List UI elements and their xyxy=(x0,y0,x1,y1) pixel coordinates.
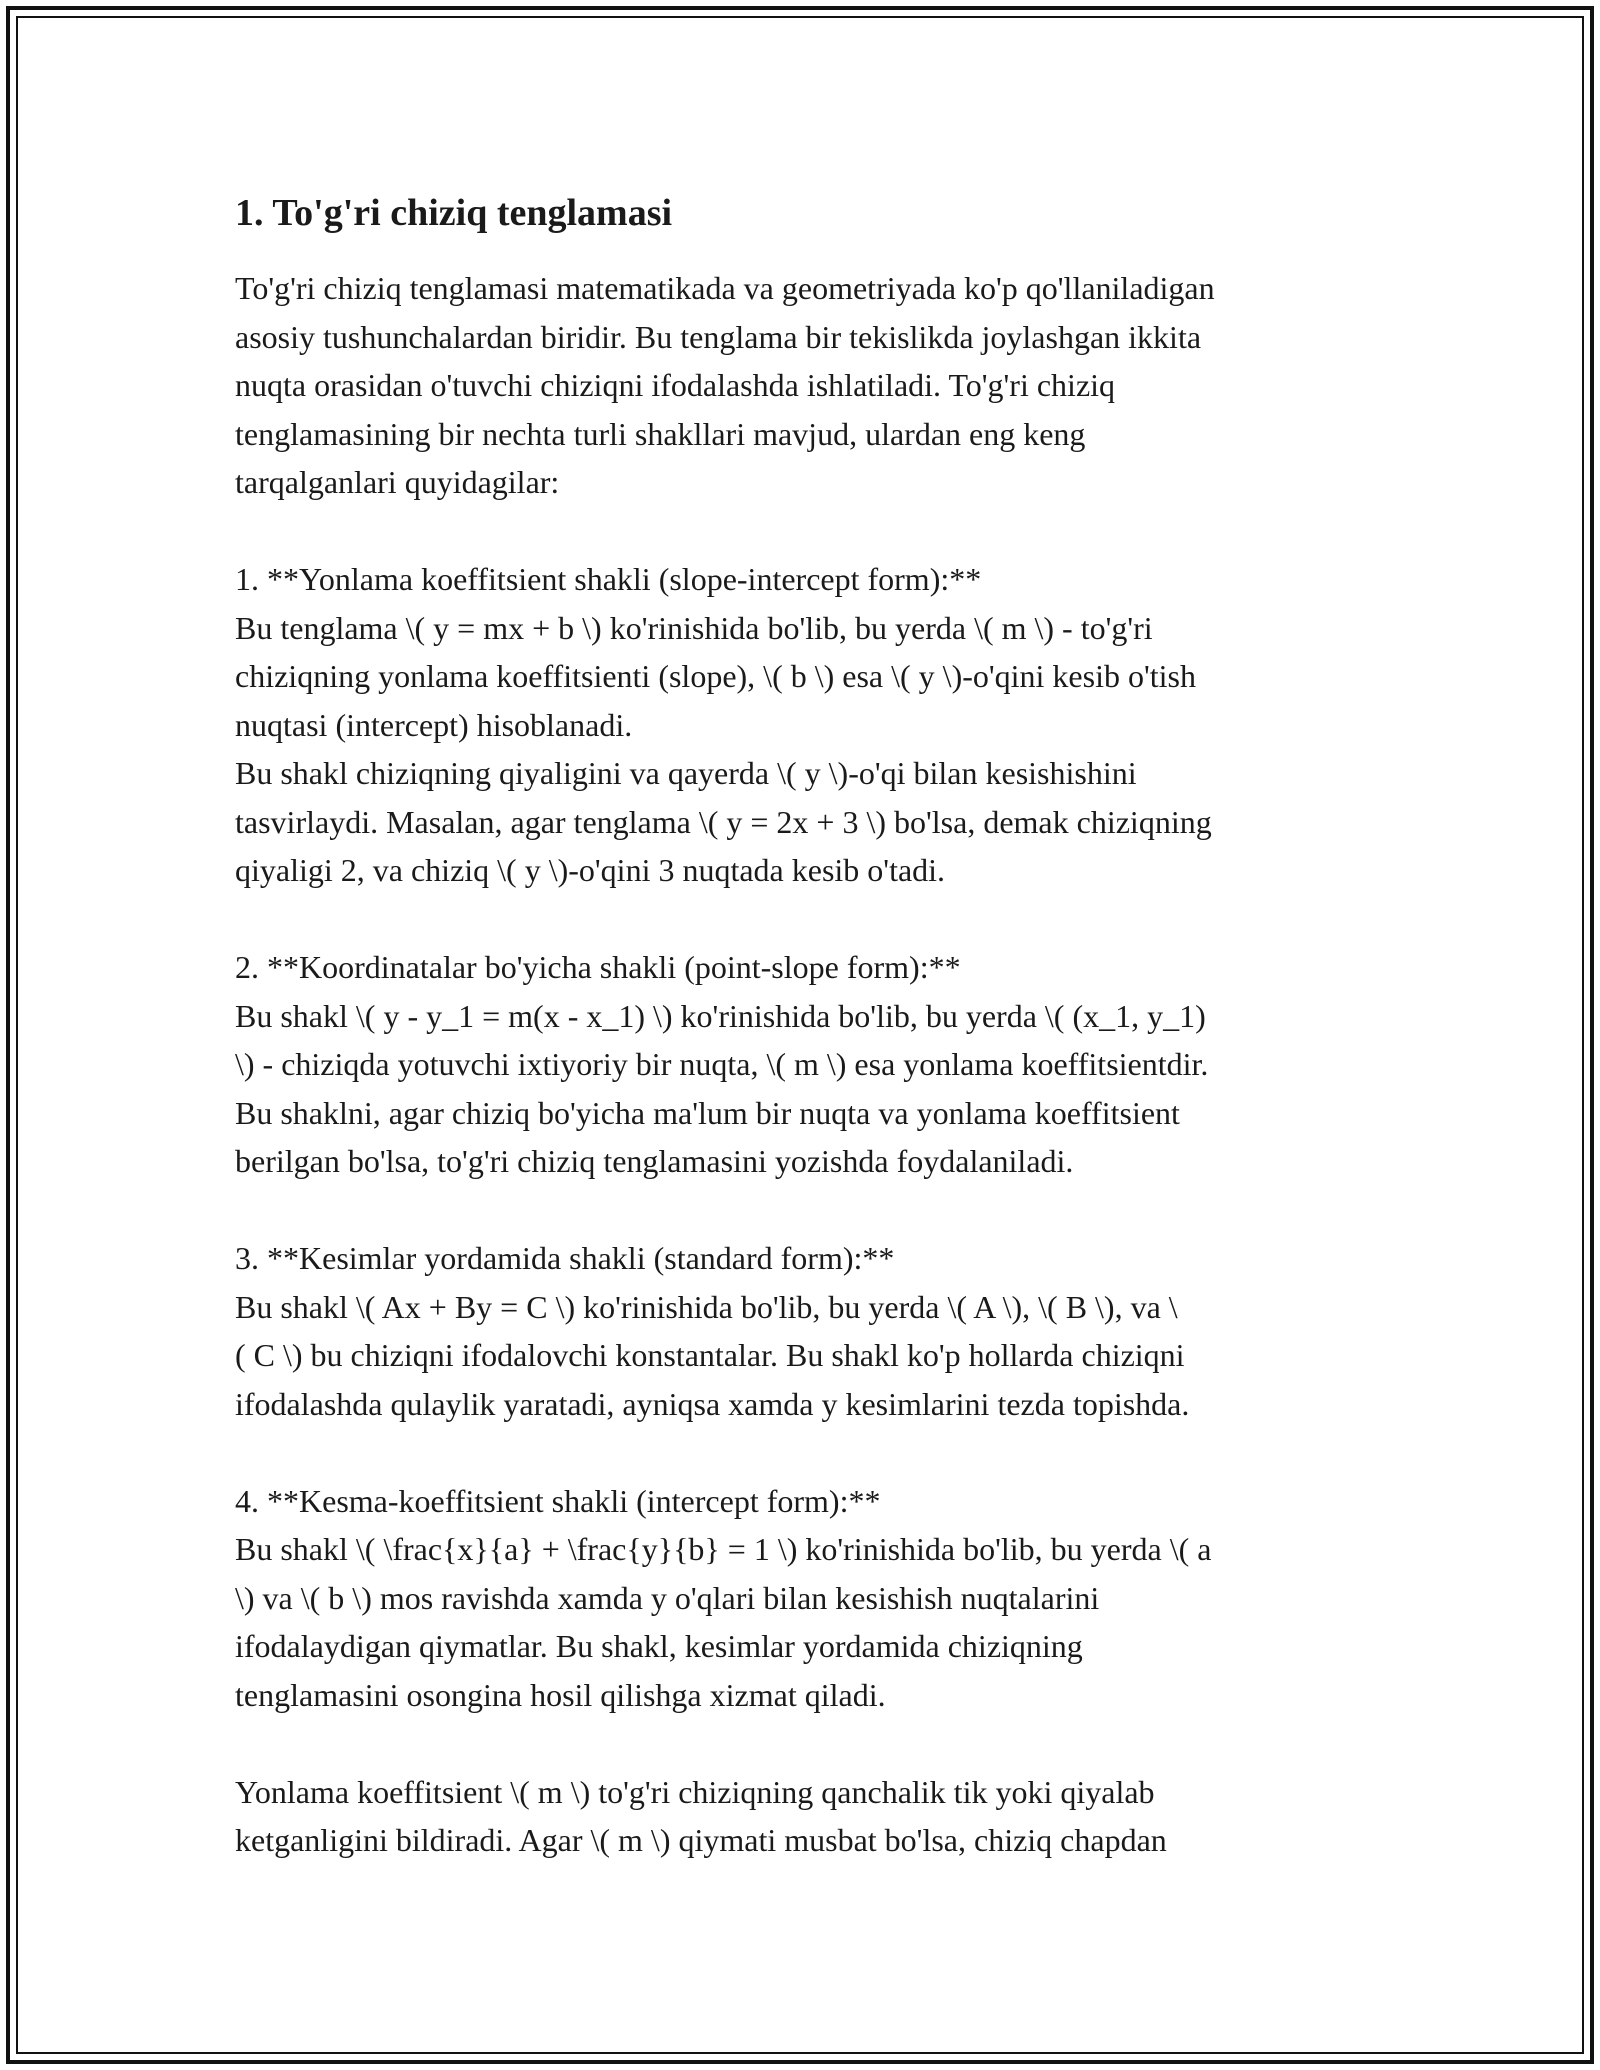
text-line: 3. **Kesimlar yordamida shakli (standard form):** xyxy=(235,1240,895,1276)
text-line: 2. **Koordinatalar bo'yicha shakli (point-slope form):** xyxy=(235,949,961,985)
text-line: asosiy tushunchalardan biridir. Bu tenglama bir tekislikda joylashgan ikkita xyxy=(235,318,1202,355)
paragraph xyxy=(235,264,1385,507)
text-line: 1. **Yonlama koeffitsient shakli (slope-intercept form):** xyxy=(235,561,982,597)
text-line: Yonlama koeffitsient \( m \) to'g'ri chiziqning qanchalik tik yoki qiyalab xyxy=(235,1773,1155,1810)
paragraph xyxy=(235,1234,1385,1428)
text-line: Bu shakl \( y - y_1 = m(x - x_1) \) ko'rinishida bo'lib, bu yerda \( (x_1, y_1) xyxy=(235,997,1206,1034)
paragraphs-container xyxy=(235,264,1385,1865)
text-line: chiziqning yonlama koeffitsienti (slope), \( b \) esa \( y \)-o'qini kesib o'tish xyxy=(235,658,1196,694)
text-line: \) - chiziqda yotuvchi ixtiyoriy bir nuqta, \( m \) esa yonlama koeffitsientdir. xyxy=(235,1046,1209,1082)
document-title: 1. To'g'ri chiziq tenglamasi xyxy=(235,192,673,234)
text-line: Bu tenglama \( y = mx + b \) ko'rinishida bo'lib, bu yerda \( m \) - to'g'ri xyxy=(235,609,1153,646)
paragraph xyxy=(235,943,1385,1186)
text-line: qiyaligi 2, va chiziq \( y \)-o'qini 3 nuqtada kesib o'tadi. xyxy=(235,852,946,888)
text-line: berilgan bo'lsa, to'g'ri chiziq tenglamasini yozishda foydalaniladi. xyxy=(235,1143,1074,1179)
text-line: nuqtasi (intercept) hisoblanadi. xyxy=(235,706,633,743)
text-line: tarqalganlari quyidagilar: xyxy=(235,464,560,500)
text-line: \) va \( b \) mos ravishda xamda y o'qlari bilan kesishish nuqtalarini xyxy=(235,1579,1100,1616)
text-line: Bu shakl chiziqning qiyaligini va qayerda \( y \)-o'qi bilan kesishishini xyxy=(235,755,1137,791)
text-line: tasvirlaydi. Masalan, agar tenglama \( y = 2x + 3 \) bo'lsa, demak chiziqning xyxy=(235,803,1212,840)
text-line: tenglamasini osongina hosil qilishga xizmat qiladi. xyxy=(235,1676,886,1713)
paragraph xyxy=(235,555,1385,895)
text-line: ifodalaydigan qiymatlar. Bu shakl, kesimlar yordamida chiziqning xyxy=(235,1628,1083,1664)
text-line: 4. **Kesma-koeffitsient shakli (intercept form):** xyxy=(235,1482,881,1519)
paragraph xyxy=(235,1768,1385,1865)
text-line: To'g'ri chiziq tenglamasi matematikada va geometriyada ko'p qo'llaniladigan xyxy=(235,270,1215,306)
text-line: nuqta orasidan o'tuvchi chiziqni ifodalashda ishlatiladi. To'g'ri chiziq xyxy=(235,367,1116,403)
document-body xyxy=(235,188,1385,1913)
text-line: ketganligini bildiradi. Agar \( m \) qiymati musbat bo'lsa, chiziq chapdan xyxy=(235,1822,1167,1858)
paragraph xyxy=(235,1477,1385,1720)
text-line: Bu shakl \( Ax + By = C \) ko'rinishida bo'lib, bu yerda \( A \), \( B \), va \ xyxy=(235,1288,1178,1325)
text-line: Bu shakl \( \frac{x}{a} + \frac{y}{b} = 1 \) ko'rinishida bo'lib, bu yerda \( a xyxy=(235,1531,1212,1567)
text-line: tenglamasining bir nechta turli shakllari mavjud, ulardan eng keng xyxy=(235,415,1086,452)
text-line: Bu shaklni, agar chiziq bo'yicha ma'lum bir nuqta va yonlama koeffitsient xyxy=(235,1094,1180,1131)
text-line: ifodalashda qulaylik yaratadi, ayniqsa xamda y kesimlarini tezda topishda. xyxy=(235,1385,1190,1422)
text-line: ( C \) bu chiziqni ifodalovchi konstantalar. Bu shakl ko'p hollarda chiziqni xyxy=(235,1337,1185,1373)
